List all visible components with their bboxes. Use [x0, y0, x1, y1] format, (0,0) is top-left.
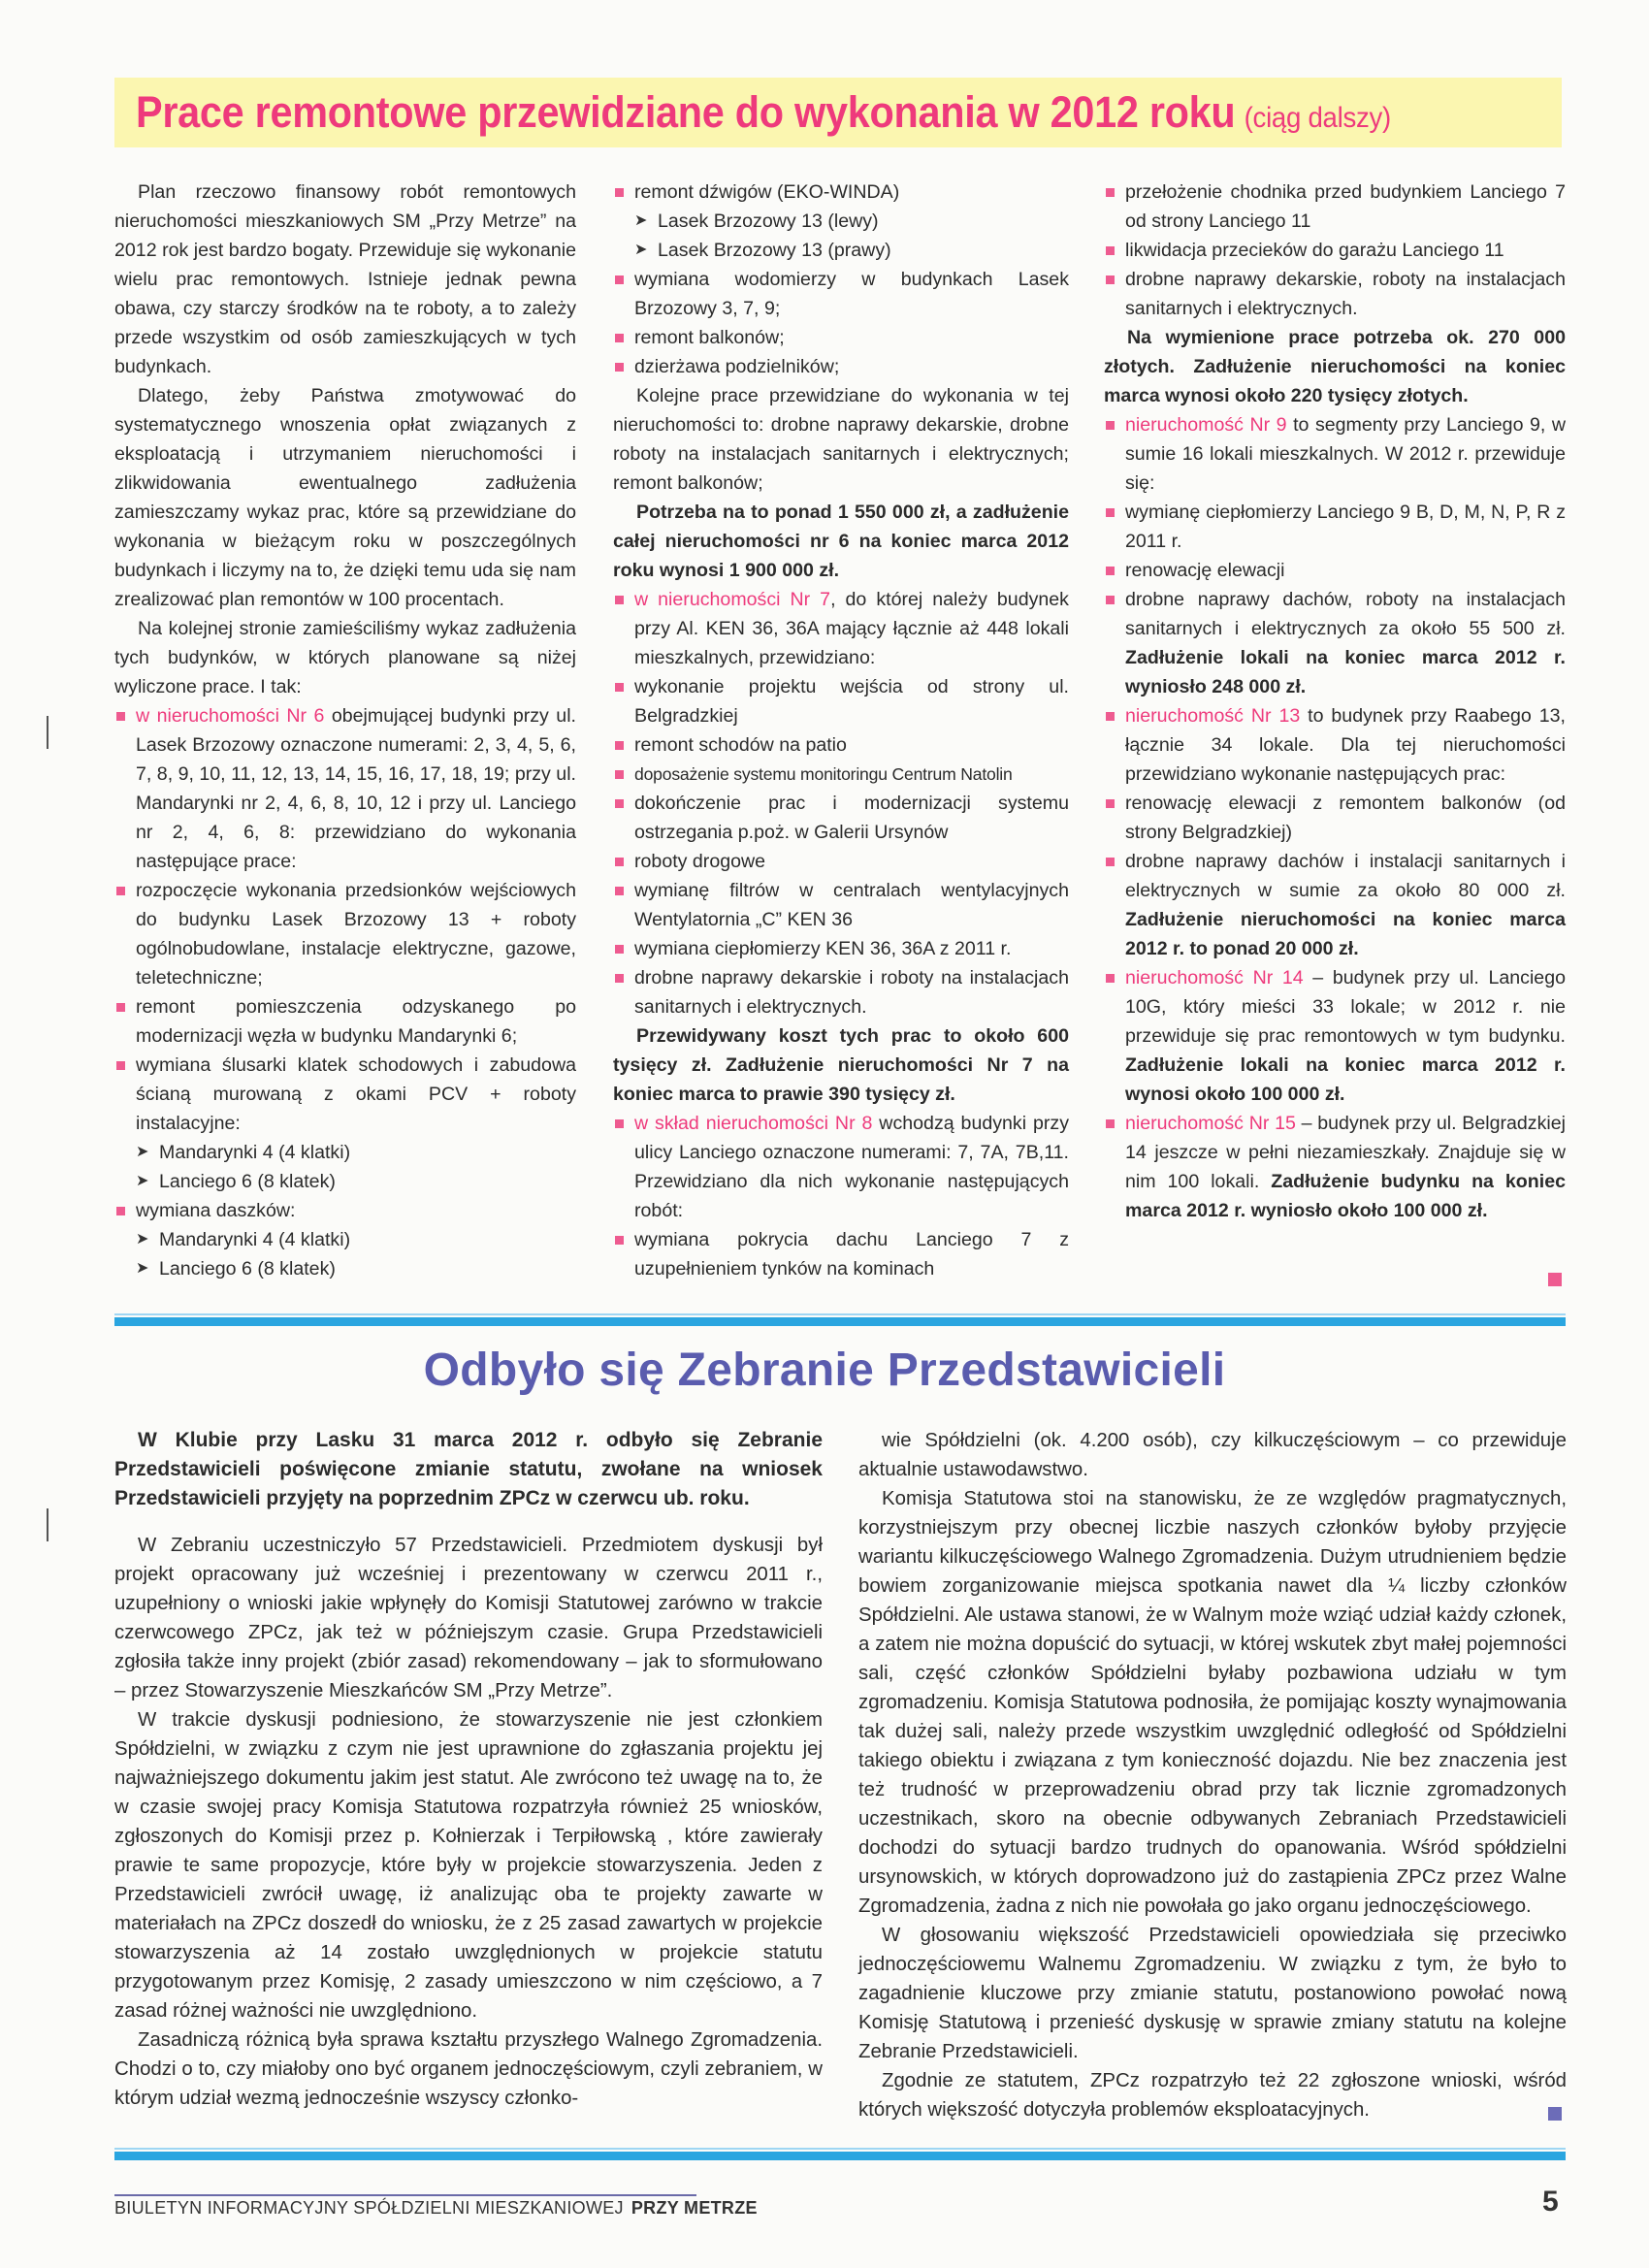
- list-item: renowację elewacji: [1104, 556, 1566, 585]
- list-item: [1104, 963, 1566, 1109]
- property-label: w skład nieruchomości Nr 8: [634, 1113, 873, 1134]
- paragraph: Dlatego, żeby Państwa zmotywować do systematycznego wnoszenia opłat związanych z eksploatacją i utrzymaniem nieruchomości i zlikwidowania ewentualnego zadłużenia zamieszczamy wykaz prac, które są przewidziane do wykonania w bieżącym roku w poszczególnych budynkach i liczymy na to, że dzięki temu uda się nam zrealizować plan remontów w 100 procentach.: [114, 385, 576, 610]
- list-item: remont balkonów;: [613, 323, 1069, 352]
- article-column-3: [1104, 178, 1566, 1225]
- list-item-text: – budynek przy ul. Belgradzkiej 14 jeszcze w pełni niezamieszkały. Znajduje się w nim 100 lokali.: [1125, 1113, 1566, 1192]
- article-title: Prace remontowe przewidziane do wykonania w 2012 roku (ciąg dalszy): [136, 87, 1391, 137]
- list-item-text: drobne naprawy dachów, roboty na instalacjach sanitarnych i elektrycznych za około 55 500 zł.: [1125, 589, 1566, 639]
- list-item-text: wchodzą budynki przy ulicy Lanciego oznaczone numerami: 7, 7A, 7B,11. Przewidziano dla nich wykonanie następujących robót:: [634, 1113, 1069, 1221]
- list-item: [1104, 410, 1566, 498]
- list-item: [1104, 1109, 1566, 1225]
- cost-summary: Na wymienione prace potrzeba ok. 270 000 złotych. Zadłużenie nieruchomości na koniec marca wynosi około 220 tysięcy złotych.: [1104, 327, 1566, 406]
- sub-list-item-text: Mandarynki 4 (4 klatki): [159, 1142, 351, 1163]
- list-item-text: – budynek przy ul. Lanciego 10G, który mieści 33 lokale; w 2012 r. nie przewiduje się prac remontowych w tym budynku.: [1125, 967, 1566, 1047]
- footer-brand: PRZY METRZE: [630, 2198, 758, 2218]
- list-item: wymianę ciepłomierzy Lanciego 9 B, D, M, N, P, R z 2011 r.: [1104, 498, 1566, 556]
- list-item: wymiana pokrycia dachu Lanciego 7 z uzupełnieniem tynków na kominach: [613, 1225, 1069, 1283]
- list-item-text: drobne naprawy dachów i instalacji sanitarnych i elektrycznych w sumie za około 80 000 zł.: [1125, 851, 1566, 901]
- list-item-text: to budynek przy Raabego 13, łącznie 34 lokale. Dla tej nieruchomości przewidziano wykonanie następujących prac:: [1125, 705, 1566, 785]
- debt-summary: Zadłużenie lokali na koniec marca 2012 r. wyniosło 248 000 zł.: [1125, 647, 1566, 697]
- paragraph: Zgodnie ze statutem, ZPCz rozpatrzyło też 22 zgłoszone wnioski, wśród których większość dotyczyła problemów eksploatacyjnych.: [858, 2070, 1567, 2121]
- scan-mark: [47, 1508, 48, 1541]
- list-item: [1104, 585, 1566, 701]
- arrow-icon: ➤: [634, 212, 648, 229]
- list-item-text: to segmenty przy Lanciego 9, w sumie 16 lokali mieszkalnych. W 2012 r. przewiduje się:: [1125, 414, 1566, 494]
- list-item: przełożenie chodnika przed budynkiem Lanciego 7 od strony Lanciego 11: [1104, 178, 1566, 236]
- debt-summary: Zadłużenie nieruchomości na koniec marca 2012 r. to ponad 20 000 zł.: [1125, 909, 1566, 959]
- list-item: wymianę filtrów w centralach wentylacyjnych Wentylatornia „C” KEN 36: [613, 876, 1069, 934]
- scan-mark: [47, 716, 48, 749]
- debt-summary: Zadłużenie lokali na koniec marca 2012 r. wynosi około 100 000 zł.: [1125, 1054, 1566, 1105]
- article-title-suffix: (ciąg dalszy): [1244, 102, 1391, 134]
- list-item: remont pomieszczenia odzyskanego po modernizacji węzła w budynku Mandarynki 6;: [114, 992, 576, 1051]
- list-item: [613, 585, 1069, 672]
- article-title-band: [114, 78, 1562, 147]
- list-item: dokończenie prac i modernizacji systemu ostrzegania p.poż. w Galerii Ursynów: [613, 789, 1069, 847]
- list-item: renowację elewacji z remontem balkonów (od strony Belgradzkiej): [1104, 789, 1566, 847]
- list-item: rozpoczęcie wykonania przedsionków wejściowych do budynku Lasek Brzozowy 13 + roboty ogólnobudowlane, instalacje elektryczne, gazowe, teletechniczne;: [114, 876, 576, 992]
- sub-list-item: [613, 207, 1069, 236]
- paragraph: Kolejne prace przewidziane do wykonania w tej nieruchomości to: drobne naprawy dekarskie, drobne roboty na instalacjach sanitarnych i elektrycznych; remont balkonów;: [613, 385, 1069, 494]
- footer-rule: [114, 2194, 696, 2196]
- article-column-2: [858, 1426, 1567, 2124]
- sub-list-item: [613, 236, 1069, 265]
- page-number: 5: [1542, 2186, 1559, 2218]
- arrow-icon: ➤: [136, 1231, 149, 1247]
- list-item: [1104, 847, 1566, 963]
- list-item: wymiana daszków:: [114, 1196, 576, 1225]
- list-item-text: , do której należy budynek przy Al. KEN 36, 36A mający łącznie aż 448 lokali mieszkalnych, przewidziano:: [634, 589, 1069, 668]
- sub-list-item-text: Lasek Brzozowy 13 (prawy): [658, 240, 891, 261]
- section-divider: [114, 2152, 1566, 2160]
- paragraph: Zasadniczą różnicą była sprawa kształtu przyszłego Walnego Zgromadzenia. Chodzi o to, czy miałoby ono być organem jednoczęściowym, czyli zebraniem, w którym udział wezmą jednocześnie wszyscy członko-: [114, 2029, 823, 2109]
- arrow-icon: ➤: [136, 1260, 149, 1277]
- paragraph: Komisja Statutowa stoi na stanowisku, że ze względów pragmatycznych, korzystniejszym przy obecnej liczbie naszych członków byłoby przyjęcie wariantu kilkuczęściowego Walnego Zgromadzenia. Dużym utrudnieniem będzie bowiem zorganizowanie miejsca spotkania nawet dla ¼ liczby członków Spółdzielni. Ale ustawa stanowi, że w Walnym może wziąć udział każdy członek, a zatem nie można dopuścić do sytuacji, w której wskutek zbyt małej pojemności sali, część członków Spółdzielni byłaby pozbawiona udziału w tym zgromadzeniu. Komisja Statutowa podnosiła, że pomijając koszty wynajmowania tak dużej sali, należy przede wszystkim uwzględnić odległość od Spółdzielni takiego obiektu i związana z tym konieczność dojazdu. Nie bez znaczenia jest też trudność w przeprowadzeniu obrad przy tak licznie zgromadzonych uczestnikach, skoro na obecnie odbywanych Zebraniach Przedstawicieli dochodzi do sytuacji bardzo trudnych do opanowania. Wśród spółdzielni ursynowskich, w których doprowadzono już do zastąpienia ZPCz przez Walne Zgromadzenia, żadna z nich nie powołała go jako organu jednoczęściowego.: [858, 1488, 1567, 1917]
- list-item: drobne naprawy dekarskie i roboty na instalacjach sanitarnych i elektrycznych.: [613, 963, 1069, 1021]
- cost-summary: Potrzeba na to ponad 1 550 000 zł, a zadłużenie całej nieruchomości nr 6 na koniec marca 2012 roku wynosi 1 900 000 zł.: [613, 502, 1069, 581]
- article-title: Odbyło się Zebranie Przedstawicieli: [423, 1345, 1226, 1396]
- article-column-1: [114, 1426, 823, 2113]
- sub-list-item: [114, 1225, 576, 1254]
- list-item: wymiana ciepłomierzy KEN 36, 36A z 2011 r.: [613, 934, 1069, 963]
- list-item: drobne naprawy dekarskie, roboty na instalacjach sanitarnych i elektrycznych.: [1104, 265, 1566, 323]
- list-item: remont dźwigów (EKO-WINDA): [613, 178, 1069, 207]
- sub-list-item-text: Lanciego 6 (8 klatek): [159, 1258, 336, 1280]
- paragraph: Na kolejnej stronie zamieściliśmy wykaz zadłużenia tych budynków, w których planowane są niżej wyliczone prace. I tak:: [114, 618, 576, 697]
- cost-summary: Przewidywany koszt tych prac to około 600 tysięcy zł. Zadłużenie nieruchomości Nr 7 na koniec marca to prawie 390 tysięcy zł.: [613, 1025, 1069, 1105]
- list-item: wykonanie projektu wejścia od strony ul. Belgradzkiej: [613, 672, 1069, 730]
- list-item: likwidacja przecieków do garażu Lanciego 11: [1104, 236, 1566, 265]
- list-item: roboty drogowe: [613, 847, 1069, 876]
- list-item: [1104, 701, 1566, 789]
- list-item: wymiana wodomierzy w budynkach Lasek Brzozowy 3, 7, 9;: [613, 265, 1069, 323]
- sub-list-item-text: Lasek Brzozowy 13 (lewy): [658, 211, 879, 232]
- list-item: dzierżawa podzielników;: [613, 352, 1069, 381]
- list-item: [613, 1109, 1069, 1225]
- footer-publication-name: BIULETYN INFORMACYJNY SPÓŁDZIELNI MIESZKANIOWEJ: [114, 2198, 624, 2218]
- debt-summary: Zadłużenie budynku na koniec marca 2012 r. wyniosło około 100 000 zł.: [1125, 1171, 1566, 1221]
- arrow-icon: ➤: [136, 1144, 149, 1160]
- arrow-icon: ➤: [634, 242, 648, 258]
- paragraph: W Zebraniu uczestniczyło 57 Przedstawicieli. Przedmiotem dyskusji był projekt opracowany już wcześniej i prezentowany w czerwcu 2011 r., uzupełniony o wnioski jakie wpłynęły do Komisji Statutowej zarówno w trakcie czerwcowego ZPCz, jak też w późniejszym czasie. Grupa Przedstawicieli zgłosiła także inny projekt (zbiór zasad) rekomendowany – jak to sformułowano – przez Stowarzyszenie Mieszkańców SM „Przy Metrze”.: [114, 1535, 823, 1701]
- sub-list-item-text: Lanciego 6 (8 klatek): [159, 1171, 336, 1192]
- list-item-text: obejmującej budynki przy ul. Lasek Brzozowy oznaczone numerami: 2, 3, 4, 5, 6, 7, 8, 9, 10, 11, 12, 13, 14, 15, 16, 17, 18, 19; przy ul. Mandarynki nr 2, 4, 6, 8, 10, 12 i przy ul. Lanciego nr 2, 4, 6, 8: przewidziano do wykonania następujące prace:: [136, 705, 576, 872]
- arrow-icon: ➤: [136, 1173, 149, 1189]
- property-label: nieruchomość Nr 9: [1125, 414, 1287, 436]
- sub-list-item: [114, 1167, 576, 1196]
- paragraph: wie Spółdzielni (ok. 4.200 osób), czy kilkuczęściowym – co przewiduje aktualnie ustawodawstwo.: [858, 1430, 1567, 1480]
- paragraph: W głosowaniu większość Przedstawicieli opowiedziała się przeciwko jednoczęściowemu Walnemu Zgromadzeniu. W związku z tym, że było to zagadnienie kluczowe przy zmianie statutu, postanowiono powołać nową Komisję Statutową i przenieść dyskusję w sprawie zmiany statutu na kolejne Zebranie Przedstawicieli.: [858, 1925, 1567, 2062]
- property-label: w nieruchomości Nr 6: [136, 705, 325, 727]
- list-item: wymiana ślusarki klatek schodowych i zabudowa ścianą murowaną z okami PCV + roboty instalacyjne:: [114, 1051, 576, 1138]
- sub-list-item: [114, 1254, 576, 1283]
- article-column-2: [613, 178, 1069, 1283]
- sub-list-item-text: Mandarynki 4 (4 klatki): [159, 1229, 351, 1250]
- sub-list-item: [114, 1138, 576, 1167]
- article-end-marker: [1548, 2107, 1562, 2121]
- property-label: nieruchomość Nr 14: [1125, 967, 1304, 988]
- paragraph: W trakcie dyskusji podniesiono, że stowarzyszenie nie jest członkiem Spółdzielni, w związku z czym nie jest uprawnione do zgłaszania projektu jej najważniejszego dokumentu jakim jest statut. Ale zwrócono też uwagę na to, że w czasie swojej pracy Komisja Statutowa rozpatrzyła również 25 wniosków, zgłoszonych do Komisji przez p. Kołnierzak i Terpiłowską , które zawierały prawie te same propozycje, które były w projekcie stowarzyszenia. Jeden z Przedstawicieli zwrócił uwagę, iż analizując oba te projekty zawarte w materiałach na ZPCz doszedł do wniosku, że z 25 zasad zawartych w projekcie stowarzyszenia aż 14 zostało uwzględnionych w projekcie statutu przygotowanym przez Komisję, 2 zasady umieszczono w nim częściowo, a 7 zasad różnej ważności nie uwzględniono.: [114, 1709, 823, 2022]
- list-item: [114, 701, 576, 876]
- property-label: w nieruchomości Nr 7: [634, 589, 831, 610]
- section-divider: [114, 1317, 1566, 1326]
- property-label: nieruchomość Nr 15: [1125, 1113, 1296, 1134]
- list-item: doposażenie systemu monitoringu Centrum Natolin: [613, 760, 1069, 789]
- paragraph: Plan rzeczowo finansowy robót remontowych nieruchomości mieszkaniowych SM „Przy Metrze” na 2012 rok jest bardzo bogaty. Przewiduje się wykonanie wielu prac remontowych. Istnieje jednak pewna obawa, czy starczy środków na te roboty, a to zależy przede wszystkim od osób zamieszkujących w tych budynkach.: [114, 181, 576, 377]
- list-item: remont schodów na patio: [613, 730, 1069, 760]
- article-end-marker: [1548, 1273, 1562, 1286]
- property-label: nieruchomość Nr 13: [1125, 705, 1301, 727]
- article-column-1: [114, 178, 576, 1283]
- footer-publication: [114, 2198, 758, 2219]
- article-lead: W Klubie przy Lasku 31 marca 2012 r. odbyło się Zebranie Przedstawicieli poświęcone zmianie statutu, zwołane na wniosek Przedstawicieli przyjęty na poprzednim ZPCz w czerwcu ub. roku.: [114, 1429, 823, 1509]
